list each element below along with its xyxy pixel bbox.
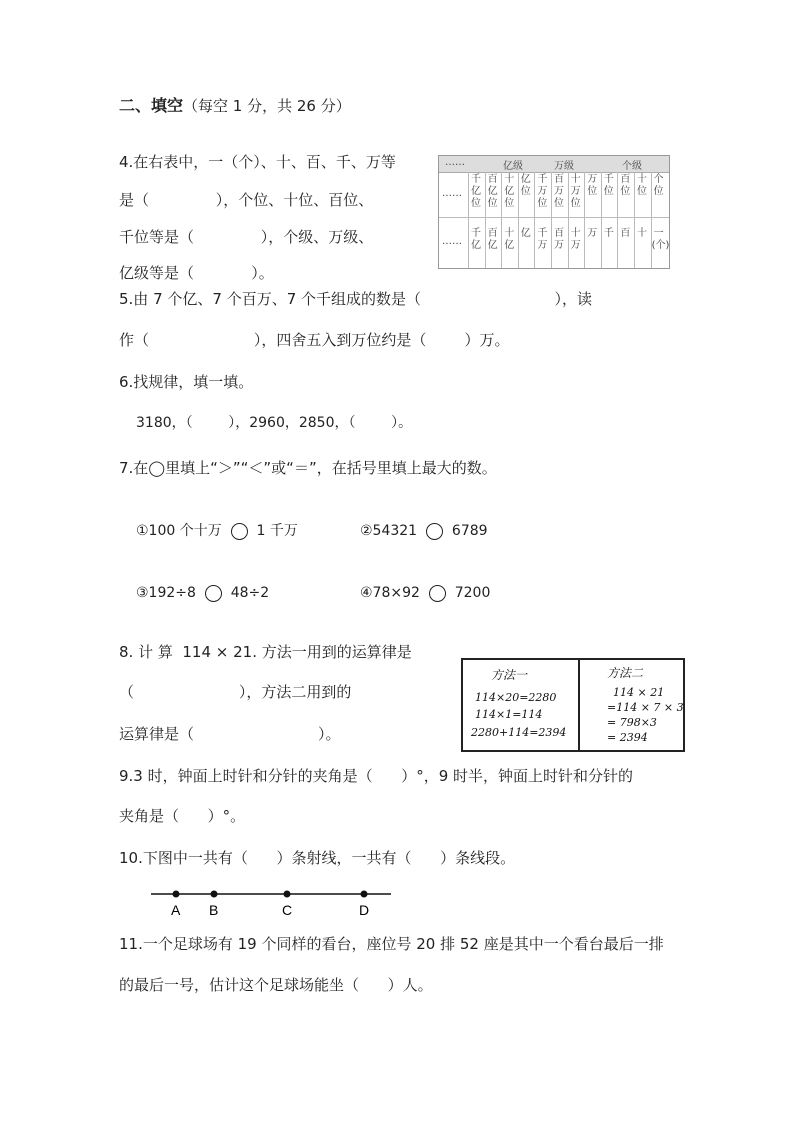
q7-item-1-right: 1 千万	[256, 523, 298, 539]
q9-line-1: 9.3 时，钟面上时针和分针的夹角是（ ）°，9 时半，钟面上时针和分针的	[119, 767, 634, 785]
method-1-title: 方法一	[491, 668, 528, 682]
q7-line-1: 7.在◯里填上“＞”“＜”或“＝”，在括号里填上最大的数。	[119, 459, 497, 477]
q8-line-3: 运算律是（ ）。	[119, 725, 341, 743]
q6-sequence: 3180，（ ），2960，2850，（ ）。	[136, 415, 413, 431]
counting-unit-cell: 十万	[570, 228, 581, 251]
method-2-line-3: = 798×3	[607, 716, 657, 729]
q7-item-2-left: ②54321	[360, 523, 418, 539]
counting-unit-cell: 百亿	[487, 228, 498, 251]
point-b-label: B	[209, 902, 219, 918]
point-d-label: D	[359, 902, 370, 918]
line-diagram	[145, 882, 395, 922]
q4-line-1: 4.在右表中，一（个）、十、百、千、万等	[119, 153, 396, 171]
counting-unit-cell: 千亿	[471, 228, 481, 251]
method-2-line-2: =114 × 7 × 3	[607, 701, 684, 714]
q5-line-2: 作（ ），四舍五入到万位约是（ ）万。	[119, 331, 510, 349]
q7-item-4	[360, 583, 490, 603]
counting-unit-cell: 百万	[554, 228, 564, 251]
position-name-cell: 十亿位	[504, 174, 515, 209]
method-2-title: 方法二	[607, 666, 644, 680]
row1-ellipsis: ……	[442, 188, 462, 199]
q7-item-1-left: ①100 个十万	[136, 523, 222, 539]
q6-line-1: 6.找规律，填一填。	[119, 373, 254, 391]
q4-line-2: 是（ ），个位、十位、百位、	[119, 191, 374, 209]
row2-ellipsis: ……	[442, 236, 462, 247]
q7-item-4-left: ④78×92	[360, 585, 420, 601]
q5-line-1: 5.由 7 个亿、7 个百万、7 个千组成的数是（ ），读	[119, 290, 593, 308]
place-value-table	[438, 155, 670, 269]
position-name-cell: 千位	[603, 174, 614, 197]
point-a	[173, 891, 180, 898]
method-divider	[578, 660, 580, 750]
header-yi-group: 亿级	[503, 161, 523, 172]
method-boxes	[461, 658, 685, 752]
position-name-cell: 百位	[620, 174, 631, 197]
compare-circle-icon[interactable]	[426, 523, 443, 540]
q9-line-2: 夹角是（ ）°。	[119, 807, 246, 825]
q7-item-3-left: ③192÷8	[136, 585, 196, 601]
q4-line-3: 千位等是（ ），个级、万级、	[119, 228, 374, 246]
counting-unit-cell: 千	[603, 228, 614, 239]
q7-item-2	[360, 521, 488, 541]
position-name-cell: 十万位	[570, 174, 581, 209]
q7-item-1	[136, 521, 298, 541]
counting-unit-cell: 一(个)	[651, 228, 670, 251]
counting-unit-cell: 十亿	[504, 228, 515, 251]
q7-item-2-right: 6789	[451, 523, 488, 539]
q7-item-3-right: 48÷2	[230, 585, 270, 601]
header-wan-group: 万级	[554, 161, 574, 172]
position-name-cell: 百万位	[554, 174, 564, 209]
point-b	[211, 891, 218, 898]
point-d	[361, 891, 368, 898]
position-name-cell: 亿位	[520, 174, 531, 197]
q8-line-1: 8. 计 算 114 × 21. 方法一用到的运算律是	[119, 643, 412, 661]
compare-circle-icon[interactable]	[231, 523, 248, 540]
counting-unit-cell: 十	[637, 228, 647, 239]
method-1-line-1: 114×20=2280	[475, 691, 557, 704]
q11-line-2: 的最后一号，估计这个足球场能坐（ ）人。	[119, 976, 433, 994]
q7-item-3	[136, 583, 269, 603]
q4-line-4: 亿级等是（ ）。	[119, 264, 274, 282]
method-1-line-3: 2280+114=2394	[471, 726, 567, 739]
q8-line-2: （ ），方法二用到的	[119, 683, 352, 701]
section-title-text: 二、填空	[119, 96, 184, 115]
method-2-line-4: = 2394	[607, 731, 648, 744]
section-score-note: （每空 1 分，共 26 分）	[183, 97, 351, 115]
header-ge-group: 个级	[622, 161, 642, 172]
position-name-cell: 十位	[637, 174, 647, 197]
method-2-line-1: 114 × 21	[613, 686, 665, 699]
compare-circle-icon[interactable]	[205, 585, 222, 602]
position-name-cell: 千万位	[537, 174, 548, 209]
header-ellipsis: ……	[445, 157, 465, 168]
counting-unit-cell: 亿	[520, 228, 531, 239]
point-c-label: C	[282, 902, 293, 918]
section-title	[119, 96, 351, 116]
point-a-label: A	[171, 902, 181, 918]
position-name-cell: 万位	[587, 174, 598, 197]
method-1-line-2: 114×1=114	[475, 708, 543, 721]
point-c	[284, 891, 291, 898]
q7-item-4-right: 7200	[454, 585, 491, 601]
position-name-cell: 千亿位	[471, 174, 481, 209]
compare-circle-icon[interactable]	[429, 585, 446, 602]
q10-line-1: 10.下图中一共有（ ）条射线，一共有（ ）条线段。	[119, 849, 516, 867]
position-name-cell: 百亿位	[487, 174, 498, 209]
position-name-cell: 个位	[653, 174, 664, 197]
counting-unit-cell: 百	[620, 228, 631, 239]
counting-unit-cell: 千万	[537, 228, 548, 251]
q11-line-1: 11.一个足球场有 19 个同样的看台，座位号 20 排 52 座是其中一个看台最后一排	[119, 935, 664, 953]
place-value-header	[439, 156, 669, 173]
counting-unit-cell: 万	[587, 228, 598, 239]
